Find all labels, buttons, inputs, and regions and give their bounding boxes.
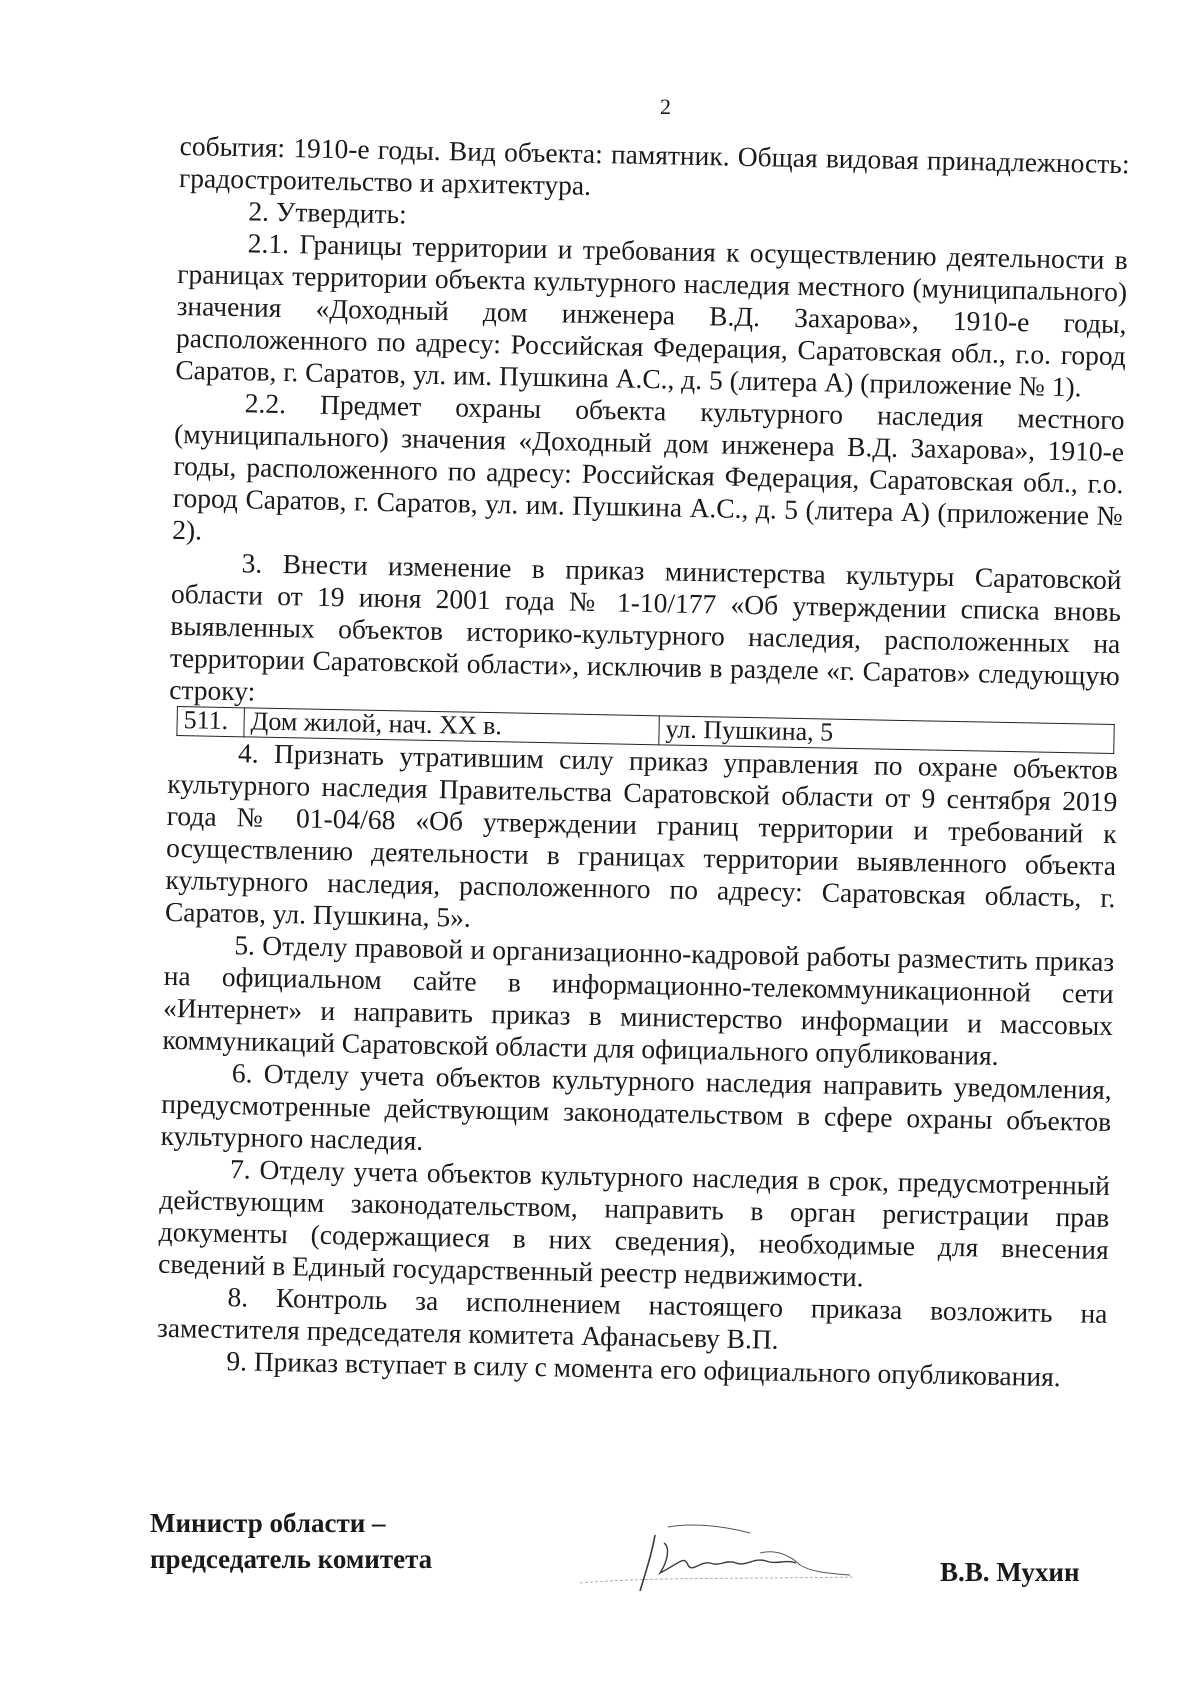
signatory-name: В.В. Мухин [940,1557,1080,1587]
signatory-position-line-2: председатель комитета [150,1544,433,1574]
paragraph-4: 4. Признать утратившим силу приказ управления по охране объектов культурного наследия Правительства Саратовской области от 9 сентября 2019 года № 01-04/68 «Об утверждении границ территории и требований к осуществлению деятельности в границах территории выявленного объекта культурного наследия, расположенного по адресу: Саратовская область, г. Саратов, ул. Пушкина, 5». [164,737,1119,933]
paragraph-3: 3. Внести изменение в приказ министерства культуры Саратовской области от 19 июня 2001 года № 1-10/177 «Об утверждении списка вновь выявленных объектов историко-культурного наследия, расположенных на территории Саратовской области», исключив в разделе «г. Саратов» следующую строку: [168,547,1122,707]
signatory-position [150,1505,432,1577]
paragraph-6: 6. Отделу учета объектов культурного наследия направить уведомления, предусмотренные действующим законодательством в сфере охраны объектов культурного наследия. [160,1057,1113,1156]
paragraph-9: 9. Приказ вступает в силу с момента его официального опубликования. [226,1345,1061,1393]
signature-block [150,1505,1150,1625]
document-body [156,130,1130,1394]
signatory-position-line-1: Министр области – [150,1508,386,1538]
paragraph-object-date: события: 1910-е годы. Вид объекта: памятник. Общая видовая принадлежность: градостроительство и архитектура. [178,130,1130,201]
object-number: 511. [177,707,245,737]
paragraph-2: 2. Утвердить: [248,195,408,230]
paragraph-7: 7. Отделу учета объектов культурного наследия в срок, предусмотренный действующим законодательством, направить в орган регистрации прав документы (содержащиеся в них сведения), необходимые для внесения сведений в Единый государственный реестр недвижимости. [157,1153,1111,1293]
object-name: Дом жилой, нач. XX в. [244,708,659,745]
handwritten-signature-icon [560,1513,860,1603]
paragraph-5: 5. Отделу правовой и организационно-кадровой работы разместить приказ на официальном сайте в информационно-телекоммуникационной сети «Интернет» и направить приказ в министерство информации и массовых коммуникаций Саратовской области для официального опубликования. [162,929,1115,1071]
paragraph-2-1: 2.1. Границы территории и требования к осуществлению деятельности в границах территории объекта культурного наследия местного (муниципального) значения «Доходный дом инженера В.Д. Захарова», 1910-е годы, расположенного по адресу: Российская Федерация, Саратовская обл., г.о. город Саратов, г. Саратов, ул. им. Пушкина А.С., д. 5 (литера А) (приложение № 1). [175,227,1128,403]
page-number: 2 [660,94,671,119]
object-address: ул. Пушкина, 5 [659,716,1114,754]
paragraph-2-2: 2.2. Предмет охраны объекта культурного наследия местного (муниципального) значения «Доходный дом инженера В.Д. Захарова», 1910-е годы, расположенного по адресу: Российская Федерация, Саратовская обл., г.о. город Саратов, г. Саратов, ул. им. Пушкина А.С., д. 5 (литера А) (приложение № 2). [172,387,1125,546]
paragraph-8: 8. Контроль за исполнением настоящего приказа возложить на заместителя председателя комитета Афанасьеву В.П. [156,1281,1108,1355]
